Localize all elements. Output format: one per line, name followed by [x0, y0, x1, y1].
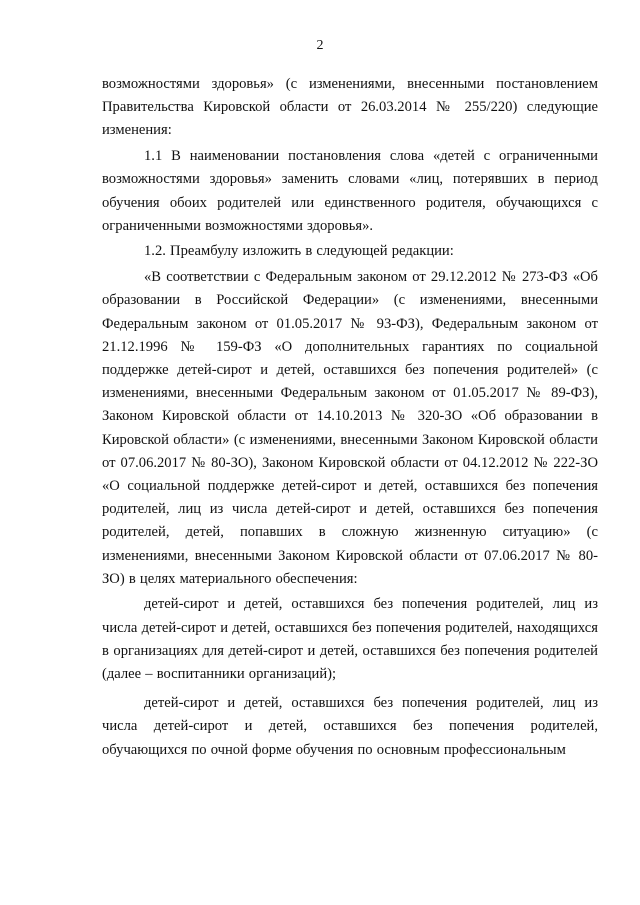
paragraph-continuation: возможностями здоровья» (с изменениями, внесенными постановлением Правительства Кировской области от 26.03.2014 № 255/220) следующие изменения:: [102, 76, 598, 139]
paragraph-list-item-1: детей-сирот и детей, оставшихся без попечения родителей, лиц из числа детей-сирот и детей, оставшихся без попечения родителей, находящихся в организациях для детей-сирот и детей, оставшихся без попечения родителей (далее – воспитанники организаций);: [102, 596, 598, 683]
paragraph-list-item-2: детей-сирот и детей, оставшихся без попечения родителей, лиц из числа детей-сирот и детей, оставшихся без попечения родителей, обучающихся по очной форме обучения по основным профессиональным: [102, 695, 598, 758]
paragraph-item-1-2: 1.2. Преамбулу изложить в следующей редакции:: [144, 243, 454, 260]
paragraph-item-1-1: 1.1 В наименовании постановления слова «детей с ограниченными возможностями здоровья» заменить словами «лиц, потерявших в период обучения обоих родителей или единственного родителя, обучающихся с ограниченными возможностями здоровья».: [102, 148, 598, 234]
page-number: 2: [316, 38, 324, 53]
paragraph-preamble: «В соответствии с Федеральным законом от 29.12.2012 № 273-ФЗ «Об образовании в Российской Федерации» (с изменениями, внесенными Федеральным законом от 01.05.2017 № 93-ФЗ), Федеральным законом от 21.12.1996 № 159-ФЗ «О дополнительных гарантиях по социальной поддержке детей-сирот и детей, оставшихся без попечения родителей» (с изменениями, внесенными Федеральным законом от 01.05.2017 № 89-ФЗ), Законом Кировской области от 14.10.2013 № 320-ЗО «Об образовании в Кировской области» (с изменениями, внесенными Законом Кировской области от 07.06.2017 № 80-ЗО), Законом Кировской области от 04.12.2012 № 222-ЗО «О социальной поддержке детей-сирот и детей, оставшихся без попечения родителей, лиц из числа детей-сирот и детей, оставшихся без попечения родителей, детей, попавших в сложную жизненную ситуацию» (с изменениями, внесенными Законом Кировской области от 07.06.2017 № 80-ЗО) в целях материального обеспечения:: [102, 269, 598, 587]
document-body: [102, 73, 598, 768]
